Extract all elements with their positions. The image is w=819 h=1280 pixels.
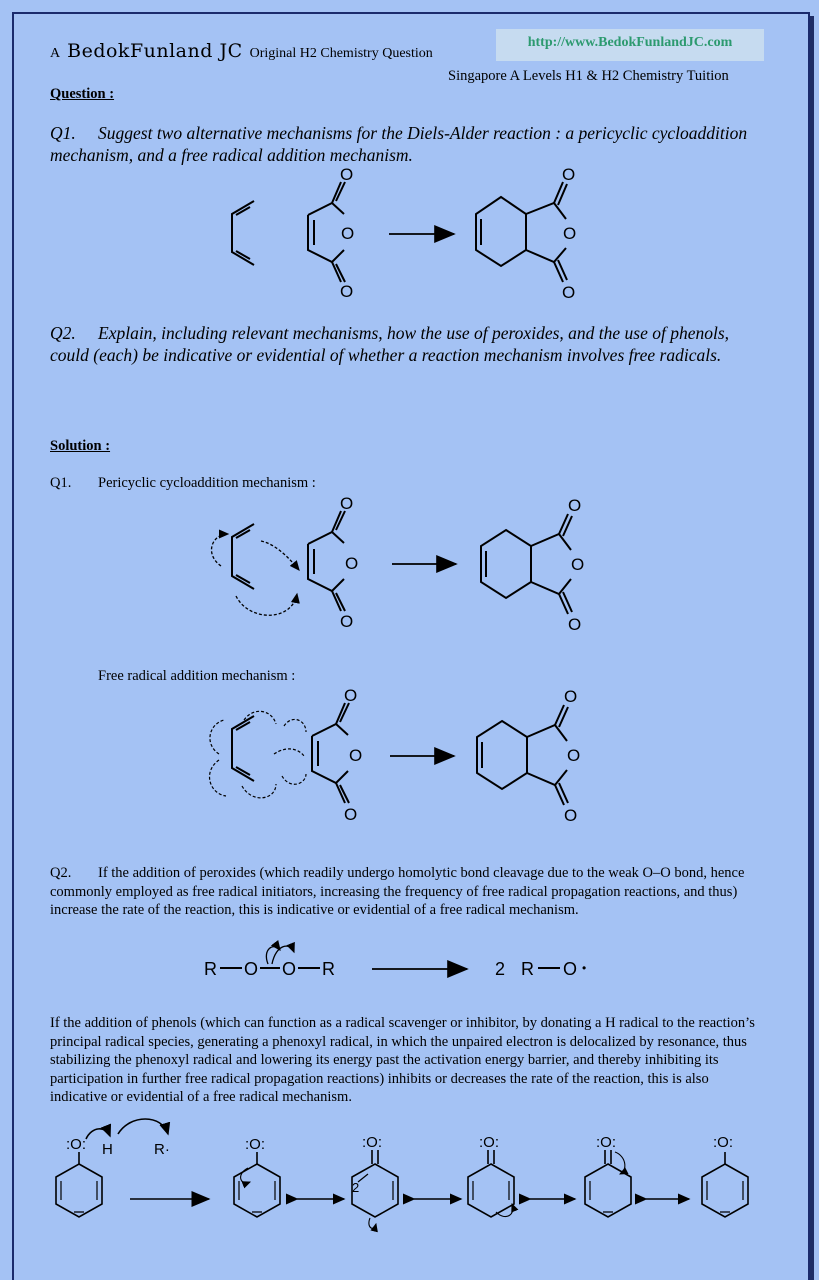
oxygen-label: O — [345, 554, 359, 573]
header-subtitle: Original H2 Chemistry Question — [249, 46, 433, 61]
question-2-number: Q2. — [50, 323, 76, 343]
oxygen-label: O — [340, 494, 354, 513]
svg-text::O:: :O: — [66, 1136, 87, 1153]
svg-text:O: O — [282, 959, 297, 979]
diene-structure — [232, 201, 254, 265]
solution-heading: Solution : — [50, 438, 111, 454]
tuition-caption: Singapore A Levels H1 & H2 Chemistry Tuition — [448, 68, 729, 84]
svg-text:O: O — [563, 959, 578, 979]
svg-text:2: 2 — [495, 959, 506, 979]
product-structure — [476, 182, 567, 282]
page-frame — [12, 12, 810, 1280]
oxygen-label: O — [571, 555, 585, 574]
oxygen-label: O — [340, 612, 354, 631]
oxygen-label: O — [564, 687, 578, 706]
question-heading: Question : — [50, 86, 115, 102]
question-1-text: Suggest two alternative mechanisms for the Diels-Alder reaction : a pericyclic cycloaddition mechanism, and a free radical addition mechanism. — [50, 123, 748, 165]
radical-label: Free radical addition mechanism : — [98, 668, 296, 684]
svg-text:2: 2 — [352, 1180, 360, 1195]
pericyclic-label: Pericyclic cycloaddition mechanism : — [98, 475, 316, 491]
phenol-scheme-labels — [66, 1134, 733, 1195]
solution-q2-para1 — [50, 864, 760, 920]
svg-text::O:: :O: — [245, 1136, 266, 1153]
pericyclic-dienophile — [308, 511, 345, 611]
maleic-anhydride-structure — [308, 182, 345, 282]
svg-text::O:: :O: — [362, 1134, 383, 1151]
radical-diene — [232, 716, 254, 781]
oxygen-label: O — [562, 165, 576, 184]
oxygen-label: O — [341, 224, 355, 243]
svg-text:R: R — [204, 959, 217, 979]
solution-q1-intro — [50, 474, 760, 493]
svg-text:R: R — [521, 959, 534, 979]
header-prefix: A — [50, 46, 61, 61]
solution-q2-text1: If the addition of peroxides (which readily undergo homolytic bond cleavage due to the weak O–O bond, hence commonly employed as free radical initiators, increasing the frequency of free radical propagation reactions, and thus) increase the rate of the reaction, this is indicative or evidential of a free radical mechanism. — [50, 865, 745, 918]
fishhook-arrows — [210, 711, 306, 798]
svg-text:R·: R· — [154, 1141, 170, 1158]
oxygen-label: O — [349, 746, 363, 765]
svg-text:•: • — [582, 961, 587, 975]
pericyclic-product — [481, 514, 572, 614]
svg-text:O: O — [244, 959, 259, 979]
solution-q2-number: Q2. — [50, 865, 72, 881]
oxygen-label: O — [568, 496, 582, 515]
pericyclic-arrows — [212, 534, 299, 615]
oxygen-label: O — [340, 165, 354, 184]
svg-text:H: H — [102, 1141, 113, 1158]
peroxide-equation — [204, 946, 586, 979]
oxygen-label: O — [567, 746, 581, 765]
radical-dienophile — [312, 703, 349, 803]
question-1-number: Q1. — [50, 123, 76, 143]
brand-logo: BedokFunland JC — [67, 40, 243, 62]
oxygen-label: O — [340, 282, 354, 301]
oxygen-label: O — [344, 805, 358, 824]
svg-text:R: R — [322, 959, 335, 979]
oxygen-label: O — [344, 686, 358, 705]
oxygen-label: O — [562, 283, 576, 302]
oxygen-label: O — [563, 224, 577, 243]
phenol-scheme — [56, 1119, 748, 1228]
oxygen-label: O — [568, 615, 582, 634]
svg-text::O:: :O: — [713, 1134, 734, 1151]
website-link[interactable]: http://www.BedokFunlandJC.com — [496, 29, 764, 61]
oxygen-label: O — [564, 806, 578, 825]
pericyclic-diene — [232, 524, 254, 589]
question-2-text: Explain, including relevant mechanisms, how the use of peroxides, and the use of phenols, could (each) be indicative or evidential of whether a reaction mechanism involves free radicals. — [50, 323, 730, 365]
radical-product — [477, 705, 568, 805]
svg-text::O:: :O: — [479, 1134, 500, 1151]
solution-q1-number: Q1. — [50, 475, 72, 491]
question-2 — [50, 322, 750, 366]
svg-text::O:: :O: — [596, 1134, 617, 1151]
solution-q2-para2: If the addition of phenols (which can function as a radical scavenger or inhibitor, by donating a H radical to the reaction’s principal radical species, generating a phenoxyl radical, in which the unpaired electron is delocalized by resonance, thus stabilizing the phenoxyl radical and lowering its energy past the activation energy barrier, and thereby inhibiting its participation in further free radical propagation reactions) inhibits or decreases the rate of the reaction, this is also indicative or evidential of a free radical mechanism. — [50, 1015, 755, 1105]
